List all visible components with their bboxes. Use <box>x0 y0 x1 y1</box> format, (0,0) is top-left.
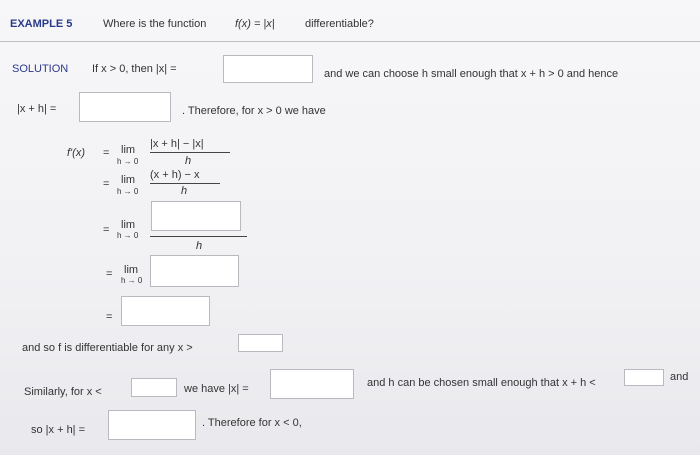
abs-x-negative-answer-input[interactable] <box>270 369 354 399</box>
equals-sign: = <box>103 178 110 190</box>
fraction-bar <box>150 183 220 184</box>
lim-label: lim <box>121 219 136 231</box>
equals-sign: = <box>103 147 110 159</box>
solution-label: SOLUTION <box>12 63 69 75</box>
equals-sign: = <box>103 224 110 236</box>
limit-expression-answer-input[interactable] <box>150 255 239 287</box>
we-have-text: we have |x| = <box>184 383 249 395</box>
solution-line2-suffix: . Therefore, for x > 0 we have <box>182 105 326 117</box>
negative-domain-answer-input[interactable] <box>131 378 177 397</box>
chosen-small-text: and h can be chosen small enough that x + h < <box>367 377 596 389</box>
fraction-numerator: |x + h| − |x| <box>150 138 204 150</box>
therefore-text: . Therefore for x < 0, <box>202 417 302 429</box>
derivative-positive-answer-input[interactable] <box>121 296 210 326</box>
lim-label: lim <box>121 144 136 156</box>
fraction-bar <box>150 236 247 237</box>
solution-line1-suffix: and we can choose h small enough that x + h > 0 and hence <box>324 68 619 80</box>
fraction-bar <box>150 152 230 153</box>
header-divider <box>0 41 700 42</box>
differentiable-text: and so f is differentiable for any x > <box>22 342 193 354</box>
lim-label: lim <box>124 264 139 276</box>
fprime-label: f'(x) <box>67 147 85 159</box>
equals-sign: = <box>106 268 113 280</box>
abs-x-positive-answer-input[interactable] <box>223 55 313 83</box>
x-plus-h-bound-answer-input[interactable] <box>624 369 664 386</box>
so-prefix: so |x + h| = <box>31 424 86 436</box>
fraction-denominator: h <box>181 185 188 197</box>
fraction-denominator: h <box>196 240 203 252</box>
numerator-simplified-answer-input[interactable] <box>151 201 241 231</box>
question-suffix: differentiable? <box>305 18 374 30</box>
abs-x-plus-h-positive-answer-input[interactable] <box>79 92 171 122</box>
equals-sign: = <box>106 311 113 323</box>
limit-subscript: h → 0 <box>121 276 143 285</box>
solution-line2-prefix: |x + h| = <box>17 103 57 115</box>
question-function: f(x) = |x| <box>235 18 275 30</box>
and-text: and <box>670 371 689 383</box>
question-prefix: Where is the function <box>103 18 207 30</box>
solution-line1-prefix: If x > 0, then |x| = <box>92 63 177 75</box>
example-label: EXAMPLE 5 <box>10 18 73 30</box>
fraction-numerator: (x + h) − x <box>150 169 200 181</box>
limit-subscript: h → 0 <box>117 157 139 166</box>
fraction-denominator: h <box>185 155 192 167</box>
similarly-prefix: Similarly, for x < <box>24 386 102 398</box>
lim-label: lim <box>121 174 136 186</box>
limit-subscript: h → 0 <box>117 187 139 196</box>
abs-x-plus-h-negative-answer-input[interactable] <box>108 410 196 440</box>
domain-positive-answer-input[interactable] <box>238 334 283 352</box>
limit-subscript: h → 0 <box>117 231 139 240</box>
